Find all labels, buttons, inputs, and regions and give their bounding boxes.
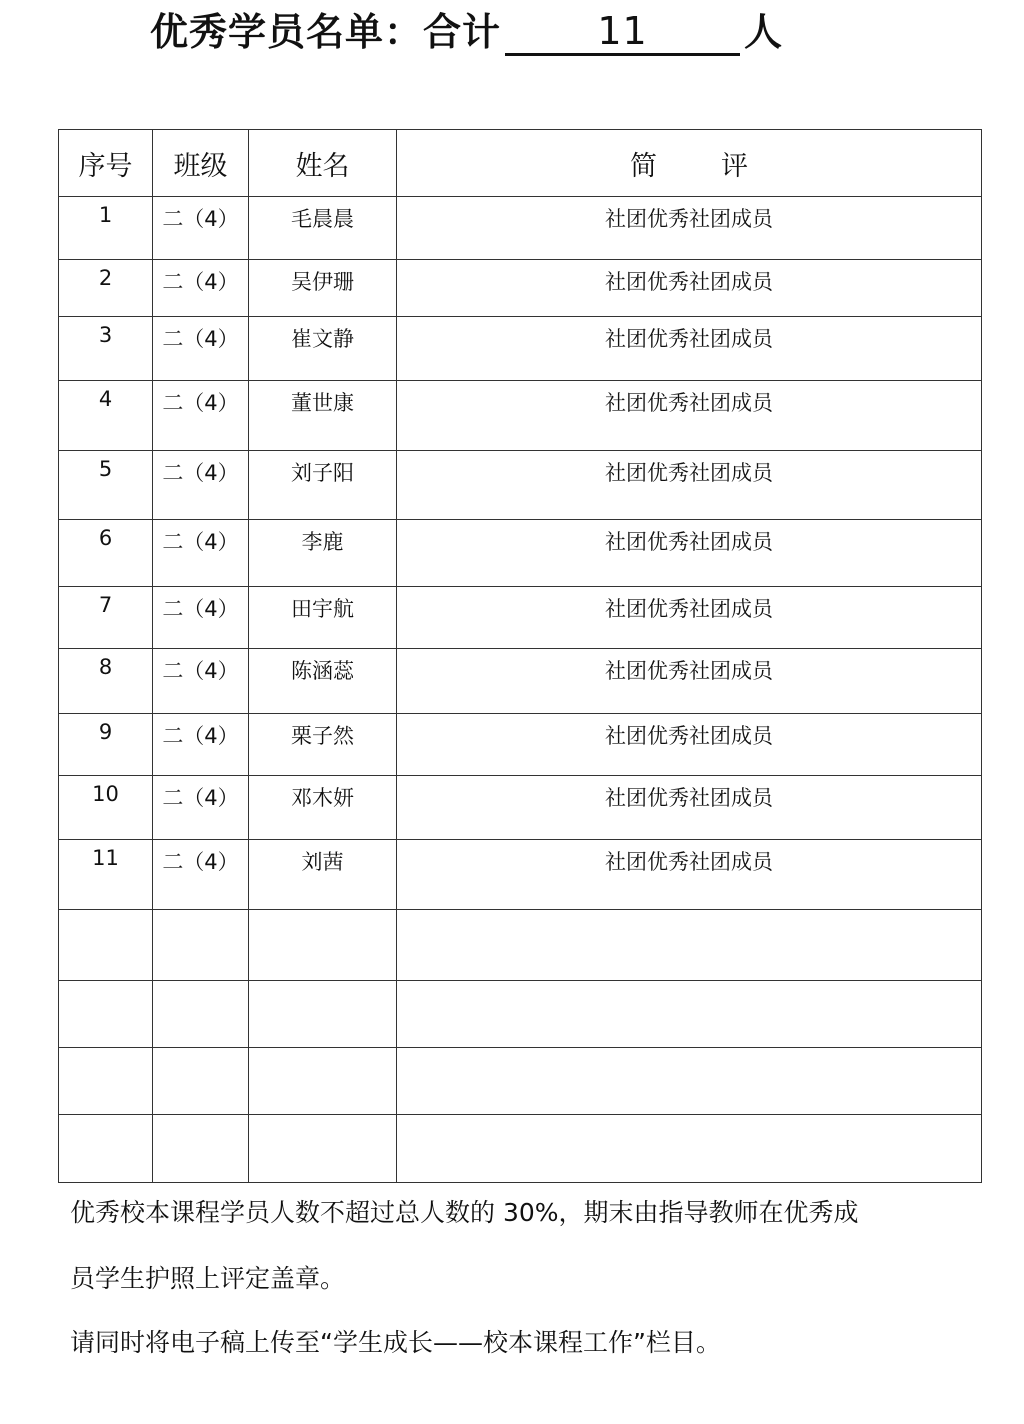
cell-index: 6 xyxy=(59,520,153,587)
empty-cell xyxy=(249,1048,397,1115)
empty-cell xyxy=(153,1048,249,1115)
table-row xyxy=(59,197,982,260)
cell-class: 二（4） xyxy=(153,776,249,840)
cell-index: 4 xyxy=(59,381,153,451)
empty-cell xyxy=(397,981,982,1048)
cell-class: 二（4） xyxy=(153,451,249,520)
cell-index: 11 xyxy=(59,840,153,910)
cell-name: 田宇航 xyxy=(249,587,397,649)
cell-remark: 社团优秀社团成员 xyxy=(397,840,982,910)
cell-class: 二（4） xyxy=(153,197,249,260)
header-remark-right: 评 xyxy=(721,150,748,182)
cell-index: 3 xyxy=(59,317,153,381)
table-row xyxy=(59,840,982,910)
cell-name: 毛晨晨 xyxy=(249,197,397,260)
cell-name: 栗子然 xyxy=(249,714,397,776)
footer-notes xyxy=(70,1196,990,1360)
cell-class: 二（4） xyxy=(153,520,249,587)
header-remark xyxy=(397,130,982,197)
note-line-2: 员学生护照上评定盖章。 xyxy=(70,1264,346,1293)
cell-class: 二（4） xyxy=(153,260,249,317)
empty-cell xyxy=(59,1048,153,1115)
page-title xyxy=(150,6,783,56)
cell-name: 刘茜 xyxy=(249,840,397,910)
cell-name: 董世康 xyxy=(249,381,397,451)
cell-remark: 社团优秀社团成员 xyxy=(397,776,982,840)
cell-index: 5 xyxy=(59,451,153,520)
cell-name: 吴伊珊 xyxy=(249,260,397,317)
cell-remark: 社团优秀社团成员 xyxy=(397,260,982,317)
empty-row xyxy=(59,910,982,981)
student-roster-table xyxy=(58,129,982,1183)
empty-cell xyxy=(249,981,397,1048)
cell-index: 7 xyxy=(59,587,153,649)
cell-class: 二（4） xyxy=(153,649,249,714)
empty-cell xyxy=(153,910,249,981)
cell-class: 二（4） xyxy=(153,381,249,451)
cell-class: 二（4） xyxy=(153,840,249,910)
cell-name: 刘子阳 xyxy=(249,451,397,520)
table-row xyxy=(59,317,982,381)
title-prefix: 优秀学员名单：合计 xyxy=(150,10,502,54)
cell-remark: 社团优秀社团成员 xyxy=(397,520,982,587)
header-name: 姓名 xyxy=(249,130,397,197)
table-row xyxy=(59,649,982,714)
note-line-1: 优秀校本课程学员人数不超过总人数的 30%，期末由指导教师在优秀成 xyxy=(70,1198,859,1227)
cell-name: 李鹿 xyxy=(249,520,397,587)
table-row xyxy=(59,260,982,317)
header-class: 班级 xyxy=(153,130,249,197)
empty-cell xyxy=(397,1115,982,1183)
cell-remark: 社团优秀社团成员 xyxy=(397,714,982,776)
total-count: 11 xyxy=(505,9,740,56)
header-remark-left: 简 xyxy=(630,150,657,182)
cell-class: 二（4） xyxy=(153,714,249,776)
cell-index: 8 xyxy=(59,649,153,714)
cell-index: 9 xyxy=(59,714,153,776)
empty-row xyxy=(59,981,982,1048)
cell-remark: 社团优秀社团成员 xyxy=(397,197,982,260)
empty-cell xyxy=(249,910,397,981)
empty-cell xyxy=(153,1115,249,1183)
table-header-row xyxy=(59,130,982,197)
cell-remark: 社团优秀社团成员 xyxy=(397,317,982,381)
empty-cell xyxy=(153,981,249,1048)
empty-cell xyxy=(249,1115,397,1183)
table-row xyxy=(59,520,982,587)
empty-row xyxy=(59,1115,982,1183)
cell-name: 邓木妍 xyxy=(249,776,397,840)
cell-remark: 社团优秀社团成员 xyxy=(397,381,982,451)
cell-index: 2 xyxy=(59,260,153,317)
header-index: 序号 xyxy=(59,130,153,197)
note-line-3: 请同时将电子稿上传至“学生成长——校本课程工作”栏目。 xyxy=(70,1328,721,1357)
empty-cell xyxy=(59,910,153,981)
cell-remark: 社团优秀社团成员 xyxy=(397,451,982,520)
cell-remark: 社团优秀社团成员 xyxy=(397,649,982,714)
empty-cell xyxy=(59,1115,153,1183)
empty-cell xyxy=(59,981,153,1048)
cell-index: 1 xyxy=(59,197,153,260)
empty-cell xyxy=(397,910,982,981)
table-row xyxy=(59,587,982,649)
cell-class: 二（4） xyxy=(153,317,249,381)
table-row xyxy=(59,381,982,451)
empty-cell xyxy=(397,1048,982,1115)
table-row xyxy=(59,714,982,776)
table-row xyxy=(59,451,982,520)
cell-name: 陈涵蕊 xyxy=(249,649,397,714)
cell-remark: 社团优秀社团成员 xyxy=(397,587,982,649)
title-unit: 人 xyxy=(744,10,784,54)
cell-name: 崔文静 xyxy=(249,317,397,381)
table-row xyxy=(59,776,982,840)
cell-class: 二（4） xyxy=(153,587,249,649)
cell-index: 10 xyxy=(59,776,153,840)
empty-row xyxy=(59,1048,982,1115)
